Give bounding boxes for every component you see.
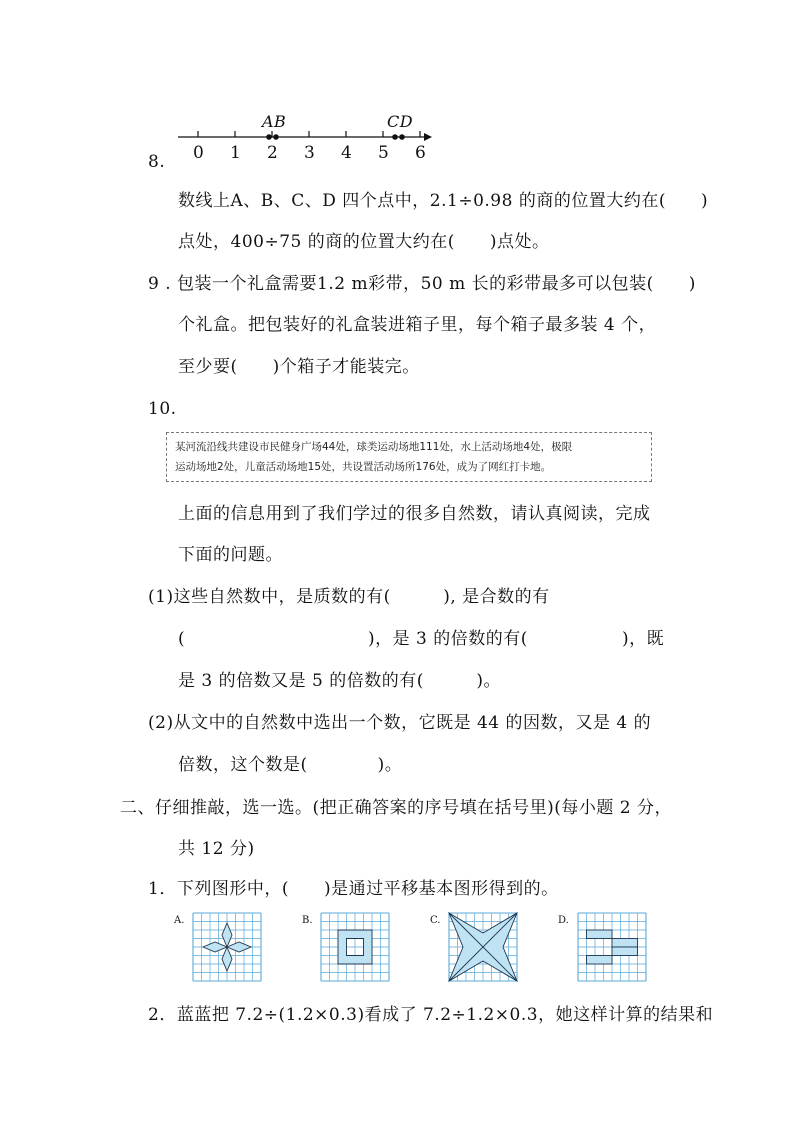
- question-10-part1-line1: (1)这些自然数中，是质数的有( ), 是合数的有: [148, 587, 550, 607]
- question-10-part1-line2-open: (: [178, 629, 186, 649]
- tick-label: 3: [304, 143, 316, 163]
- option-a-figure: [193, 913, 261, 981]
- tick-label: 5: [378, 143, 390, 163]
- option-c-label: C.: [430, 915, 441, 926]
- tick-label: 4: [341, 143, 353, 163]
- question-10-intro1: 上面的信息用到了我们学过的很多自然数，请认真阅读，完成: [178, 504, 651, 524]
- question-9-line3: 至少要( )个箱子才能装完。: [178, 357, 420, 377]
- option-b-label: B.: [302, 915, 313, 926]
- info-box-line2: 运动场地2处，儿童活动场地15处，共设置活动场所176处，成为了网红打卡地。: [175, 461, 552, 473]
- question-10-part1-line2-mid: )，是 3 的倍数的有(: [368, 629, 528, 649]
- question-10-part2-line2: 倍数，这个数是( )。: [178, 755, 403, 775]
- question-8-line2: 点处，400÷75 的商的位置大约在( )点处。: [178, 232, 550, 252]
- question-10-number: 10.: [148, 399, 177, 419]
- question-8-number: 8.: [148, 152, 166, 172]
- info-box: [166, 432, 652, 482]
- tick-label: 6: [415, 143, 427, 163]
- option-d-label: D.: [558, 915, 569, 926]
- option-b-figure: [321, 913, 389, 981]
- question-10-part2-line1: (2)从文中的自然数中选出一个数，它既是 44 的因数，又是 4 的: [148, 713, 652, 733]
- section-2-title-line1: 二、仔细推敲，选一选。(把正确答案的序号填在括号里)(每小题 2 分，: [120, 798, 673, 818]
- question-9-line2: 个礼盒。把包装好的礼盒装进箱子里，每个箱子最多装 4 个，: [178, 315, 657, 335]
- question-10-part1-line3: 是 3 的倍数又是 5 的倍数的有( )。: [178, 671, 502, 691]
- mc-question-2: 2．蓝蓝把 7.2÷(1.2×0.3)看成了 7.2÷1.2×0.3，她这样计算的结果和: [148, 1005, 714, 1025]
- option-c-figure: [449, 913, 517, 981]
- section-2-title-line2: 共 12 分): [178, 839, 255, 859]
- info-box-line1: 某河流沿线共建设市民健身广场44处，球类运动场地111处，水上活动场地4处，极限: [175, 441, 573, 453]
- question-10-part1-line2-end: )，既: [622, 629, 665, 649]
- tick-label: 0: [193, 143, 205, 163]
- number-line: [0, 0, 794, 170]
- tick-label: 1: [230, 143, 242, 163]
- option-a-label: A.: [174, 915, 185, 926]
- tick-label: 2: [267, 143, 279, 163]
- question-8-line1: 数线上A、B、C、D 四个点中，2.1÷0.98 的商的位置大约在( ): [178, 191, 709, 211]
- question-9-line1: 9 . 包装一个礼盒需要1.2 m彩带，50 m 长的彩带最多可以包装( ): [148, 274, 696, 294]
- mc-question-1: 1．下列图形中，( )是通过平移基本图形得到的。: [148, 879, 559, 899]
- point-label-ab: AB: [262, 112, 287, 131]
- option-d-figure: [578, 913, 646, 981]
- question-10-intro2: 下面的问题。: [178, 545, 283, 565]
- point-label-cd: CD: [387, 112, 414, 131]
